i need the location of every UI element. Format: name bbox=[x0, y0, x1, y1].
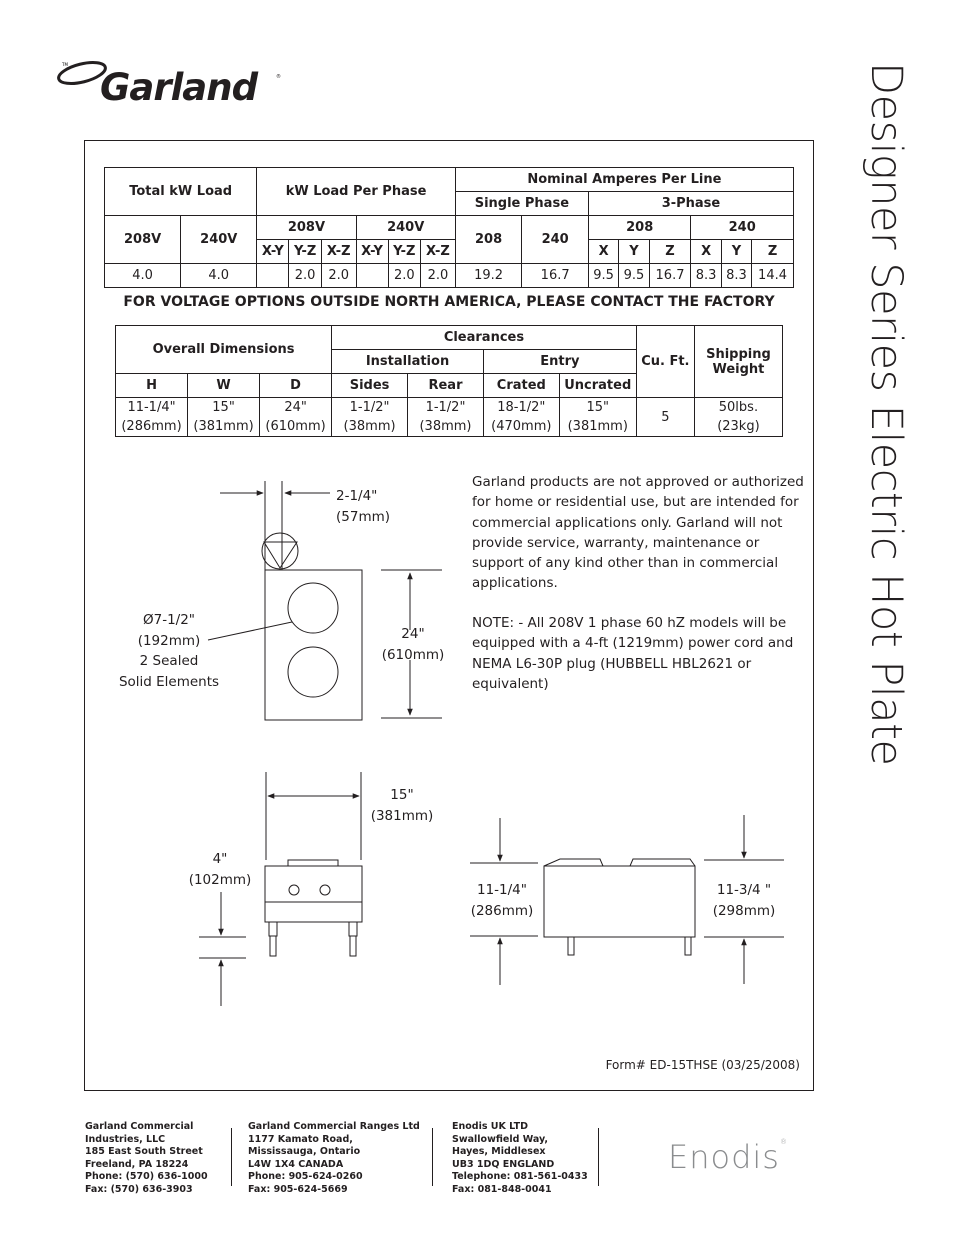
installation-header: Installation bbox=[332, 350, 484, 374]
col-sides: Sides bbox=[332, 374, 408, 398]
entry-header: Entry bbox=[483, 350, 636, 374]
phase-pair: X-Z bbox=[321, 240, 356, 264]
clearances-header: Clearances bbox=[332, 326, 637, 350]
col-uncrated: Uncrated bbox=[559, 374, 636, 398]
kw-208v-header: 208V bbox=[257, 216, 356, 240]
col-rear: Rear bbox=[408, 374, 484, 398]
amp-3ph-240: 240 bbox=[691, 216, 794, 240]
table-cell: 2.0 bbox=[321, 264, 356, 288]
table-cell: 2.0 bbox=[289, 264, 322, 288]
col-crated: Crated bbox=[483, 374, 559, 398]
kw-per-phase-header: kW Load Per Phase bbox=[257, 168, 455, 216]
address-garland-us: Garland Commercial Industries, LLC 185 East South Street Freeland, PA 18224 Phone: (570) 636-1000 Fax: (570) 636-3903 bbox=[85, 1121, 208, 1195]
phase-line: X bbox=[588, 240, 618, 264]
phase-line: X bbox=[691, 240, 721, 264]
brand-logo: Garland bbox=[100, 66, 258, 109]
height-front-label: 11-1/4" (286mm) bbox=[470, 882, 534, 919]
width-label: 15" (381mm) bbox=[370, 787, 434, 824]
table-cell: 16.7 bbox=[649, 264, 691, 288]
table-cell: 50lbs. (23kg) bbox=[694, 398, 782, 437]
voltage-note: FOR VOLTAGE OPTIONS OUTSIDE NORTH AMERICA, PLEASE CONTACT THE FACTORY bbox=[123, 294, 775, 310]
phase-pair: Y-Z bbox=[289, 240, 322, 264]
disclaimer-text: Garland products are not approved or authorized for home or residential use, but are intended for commercial applications only. Garland will not provide service, warranty, maintenance or support of any kind other than in commercial applications. bbox=[472, 474, 804, 592]
address-enodis-uk: Enodis UK LTD Swallowfield Way, Hayes, Middlesex UB3 1DQ ENGLAND Telephone: 081-561-0433 Fax: 081-848-0041 bbox=[452, 1121, 588, 1195]
col-208v: 208V bbox=[105, 216, 181, 264]
col-240v: 240V bbox=[181, 216, 257, 264]
col-w: W bbox=[188, 374, 260, 398]
phase-pair: X-Z bbox=[421, 240, 456, 264]
table-cell: 5 bbox=[636, 398, 694, 437]
table-cell: 18-1/2" (470mm) bbox=[483, 398, 559, 437]
footer-divider bbox=[598, 1128, 599, 1186]
phase-pair: X-Y bbox=[257, 240, 289, 264]
table-cell: 11-1/4" (286mm) bbox=[116, 398, 188, 437]
table-cell: 2.0 bbox=[388, 264, 421, 288]
product-title-text: Designer Series Electric Hot Plate bbox=[861, 62, 911, 766]
table-cell: 4.0 bbox=[181, 264, 257, 288]
element-diameter-label: Ø7-1/2" (192mm) 2 Sealed Solid Elements bbox=[118, 612, 220, 690]
phase-pair: X-Y bbox=[356, 240, 388, 264]
phase-line: Z bbox=[649, 240, 691, 264]
table-cell: 2.0 bbox=[421, 264, 456, 288]
phase-line: Y bbox=[721, 240, 751, 264]
kw-240v-header: 240V bbox=[356, 216, 455, 240]
total-kw-header: Total kW Load bbox=[105, 168, 257, 216]
cord-offset-label: 2-1/4" (57mm) bbox=[336, 488, 391, 525]
table-cell: 9.5 bbox=[619, 264, 649, 288]
svg-text:TM: TM bbox=[62, 62, 68, 67]
table-cell: 15" (381mm) bbox=[188, 398, 260, 437]
footer-divider bbox=[432, 1128, 433, 1186]
table-cell: 9.5 bbox=[588, 264, 618, 288]
amp-single-208: 208 bbox=[455, 216, 522, 264]
table-cell: 24" (610mm) bbox=[260, 398, 332, 437]
table-cell: 14.4 bbox=[752, 264, 794, 288]
table-cell: 1-1/2" (38mm) bbox=[408, 398, 484, 437]
table-cell: 1-1/2" (38mm) bbox=[332, 398, 408, 437]
logo-trademark: ® bbox=[276, 74, 281, 80]
power-cord-note: NOTE: - All 208V 1 phase 60 hZ models will be equipped with a 4-ft (1219mm) power cord and NEMA L6-30P plug (HUBBELL HBL2621 or equivalent) bbox=[472, 615, 794, 692]
col-h: H bbox=[116, 374, 188, 398]
table-cell: 19.2 bbox=[455, 264, 522, 288]
cu-ft-header: Cu. Ft. bbox=[636, 326, 694, 398]
shipping-weight-header: Shipping Weight bbox=[694, 326, 782, 398]
enodis-logo bbox=[668, 1138, 788, 1176]
table-cell: 15" (381mm) bbox=[559, 398, 636, 437]
leg-height-label: 4" (102mm) bbox=[188, 851, 252, 888]
height-back-label: 11-3/4 " (298mm) bbox=[712, 882, 776, 919]
form-number: Form# ED-15THSE (03/25/2008) bbox=[605, 1058, 800, 1072]
three-phase-header: 3-Phase bbox=[588, 192, 793, 216]
footer-divider bbox=[231, 1128, 232, 1186]
col-d: D bbox=[260, 374, 332, 398]
enodis-logo-text: Enodis bbox=[668, 1138, 780, 1176]
table-cell: 8.3 bbox=[721, 264, 751, 288]
table-cell: 8.3 bbox=[691, 264, 721, 288]
amp-3ph-208: 208 bbox=[588, 216, 690, 240]
phase-line: Z bbox=[752, 240, 794, 264]
amp-single-240: 240 bbox=[522, 216, 589, 264]
enodis-registered-mark: ® bbox=[779, 1138, 788, 1146]
phase-line: Y bbox=[619, 240, 649, 264]
table-cell: 4.0 bbox=[105, 264, 181, 288]
phase-pair: Y-Z bbox=[388, 240, 421, 264]
nominal-amperes-header: Nominal Amperes Per Line bbox=[455, 168, 793, 192]
single-phase-header: Single Phase bbox=[455, 192, 588, 216]
table-cell: 16.7 bbox=[522, 264, 589, 288]
depth-label: 24" (610mm) bbox=[381, 626, 445, 663]
address-garland-canada: Garland Commercial Ranges Ltd 1177 Kamato Road, Mississauga, Ontario L4W 1X4 CANADA Phone: 905-624-0260 Fax: 905-624-5669 bbox=[248, 1121, 420, 1195]
overall-dimensions-header: Overall Dimensions bbox=[116, 326, 332, 374]
